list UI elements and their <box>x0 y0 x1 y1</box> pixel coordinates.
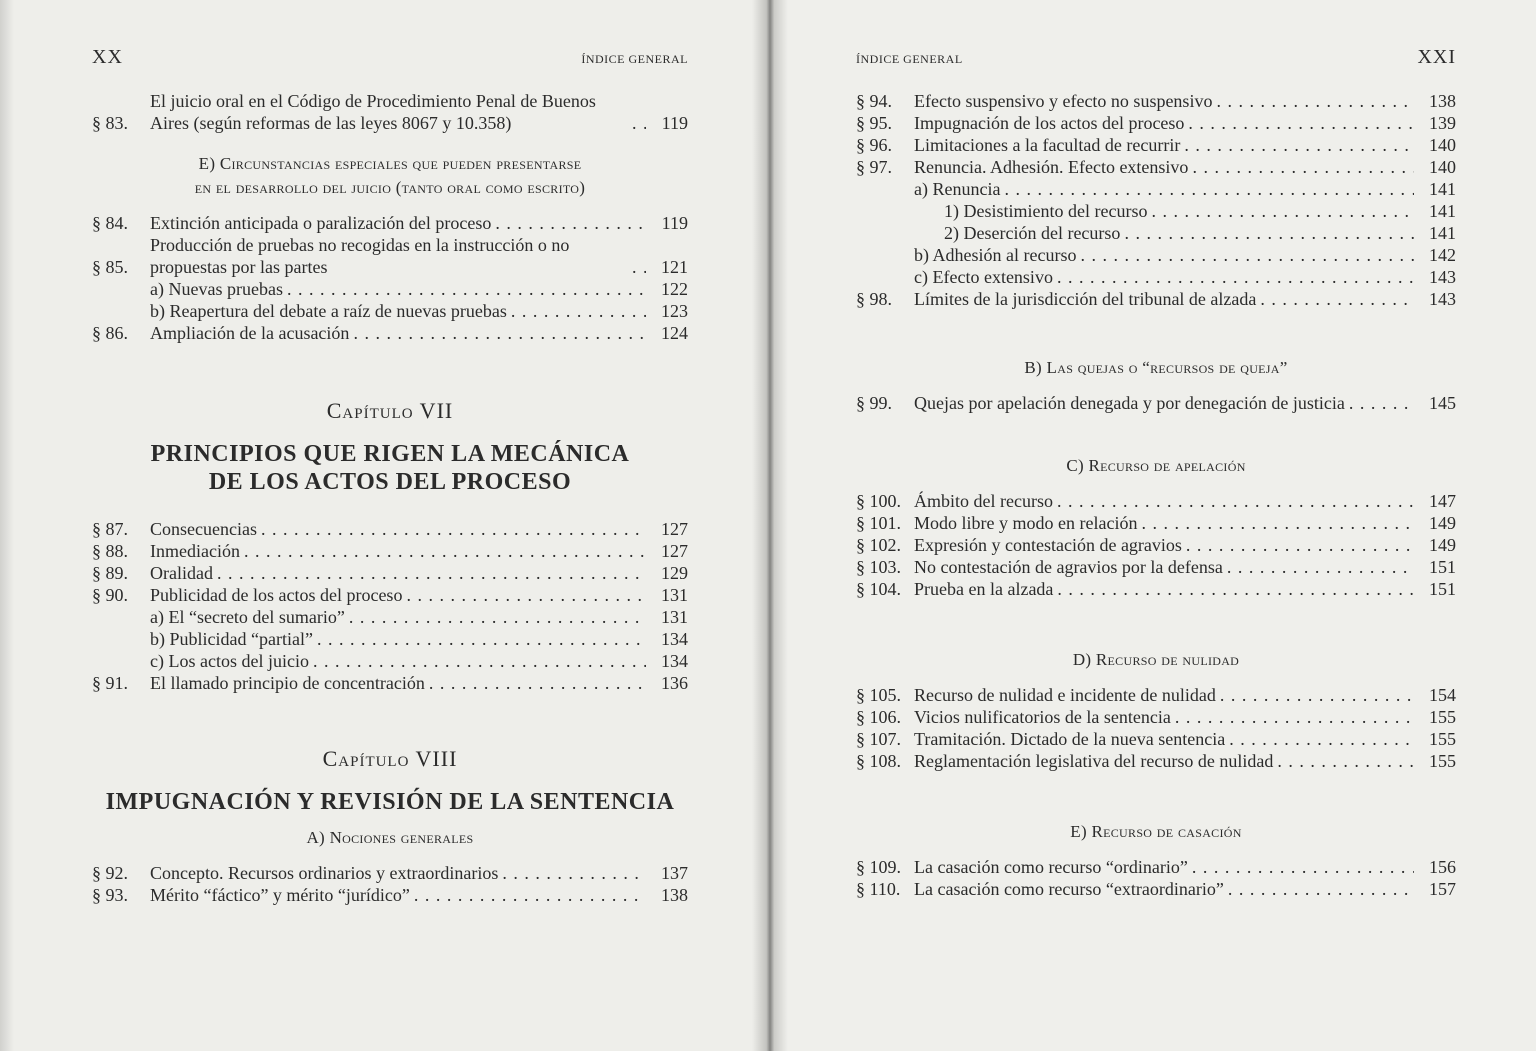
page-edge-shadow <box>0 0 14 1051</box>
dot-leader <box>261 518 646 540</box>
right-page <box>768 0 1536 1051</box>
chapter-title-line: PRINCIPIOS QUE RIGEN LA MECÁNICA <box>150 441 630 467</box>
left-page-number: XX <box>92 46 123 68</box>
section-heading-d: D) Recurso de nulidad <box>1072 650 1240 669</box>
section-number: § 102. <box>856 535 901 555</box>
toc-entry <box>92 212 688 234</box>
entry-title-wrap <box>150 606 650 628</box>
entry-title: Ámbito del recurso <box>914 491 1053 511</box>
dot-leader <box>1228 878 1414 900</box>
dot-leader <box>1175 706 1414 728</box>
section-number: § 107. <box>856 729 901 749</box>
page-ref: 122 <box>661 279 688 299</box>
toc-entry <box>92 518 688 540</box>
right-page-number: XXI <box>1417 46 1456 68</box>
page-ref: 131 <box>661 585 688 605</box>
entry-title-wrap <box>150 300 650 322</box>
dot-leader <box>1184 134 1414 156</box>
section-number: § 93. <box>92 885 128 905</box>
entry-title-wrap <box>914 392 1418 414</box>
entry-title-wrap <box>150 540 650 562</box>
entry-title: Vicios nulificatorios de la sentencia <box>914 707 1171 727</box>
section-number: § 106. <box>856 707 901 727</box>
toc-entry <box>92 90 688 134</box>
dot-leader <box>1186 534 1414 556</box>
toc-entry <box>856 156 1456 178</box>
page-ref: 151 <box>1429 579 1456 599</box>
page-ref: 123 <box>661 301 688 321</box>
page-ref: 142 <box>1429 245 1456 265</box>
entry-title: Recurso de nulidad e incidente de nulidad <box>914 685 1216 705</box>
chapter-8-label: Capítulo VIII <box>322 746 458 771</box>
page-ref: 138 <box>661 885 688 905</box>
page-ref: 151 <box>1429 557 1456 577</box>
dot-leader <box>1124 222 1414 244</box>
section-number: § 105. <box>856 685 901 705</box>
entry-title-wrap <box>914 856 1418 878</box>
chapter-7-label: Capítulo VII <box>326 398 454 423</box>
entry-title-wrap <box>914 156 1418 178</box>
dot-leader <box>313 650 646 672</box>
entry-title: a) Nuevas pruebas <box>150 279 283 299</box>
toc-entry <box>92 322 688 344</box>
page-ref: 140 <box>1429 157 1456 177</box>
entry-title-wrap <box>914 266 1418 288</box>
dot-leader <box>1192 156 1414 178</box>
dot-leader <box>217 562 646 584</box>
dot-leader <box>429 672 646 694</box>
entry-title-wrap <box>914 750 1418 772</box>
chapter-8-title: IMPUGNACIÓN Y REVISIÓN DE LA SENTENCIA <box>105 789 675 815</box>
entry-title-wrap <box>914 112 1418 134</box>
section-number: § 88. <box>92 541 128 561</box>
page-ref: 124 <box>661 323 688 343</box>
entry-title-wrap <box>914 534 1418 556</box>
section-number: § 97. <box>856 157 892 177</box>
entry-title: Consecuencias <box>150 519 257 539</box>
page-ref: 136 <box>661 673 688 693</box>
page-ref: 156 <box>1429 857 1456 877</box>
section-number: § 87. <box>92 519 128 539</box>
toc-entry <box>856 556 1456 578</box>
page-ref: 121 <box>661 257 688 277</box>
toc-entry <box>856 684 1456 706</box>
entry-title-wrap <box>914 244 1418 266</box>
section-number: § 94. <box>856 91 892 111</box>
entry-title-wrap <box>914 684 1418 706</box>
dot-leader <box>1151 200 1414 222</box>
entry-title: Limitaciones a la facultad de recurrir <box>914 135 1181 155</box>
toc-entry <box>856 112 1456 134</box>
dot-leader <box>1004 178 1414 200</box>
toc-subentry <box>92 650 688 672</box>
entry-title-wrap <box>944 222 1418 244</box>
entry-title: Inmediación <box>150 541 240 561</box>
toc-entry <box>856 512 1456 534</box>
left-page-header <box>92 46 688 72</box>
entry-title-wrap <box>150 584 650 606</box>
dot-leader <box>353 322 646 344</box>
toc-entry <box>856 490 1456 512</box>
entry-title-wrap <box>914 578 1418 600</box>
dot-leader <box>287 278 646 300</box>
section-number: § 100. <box>856 491 901 511</box>
entry-title-wrap <box>914 90 1418 112</box>
section-number: § 91. <box>92 673 128 693</box>
page-ref: 147 <box>1429 491 1456 511</box>
dot-leader <box>1227 556 1414 578</box>
dot-leader <box>511 300 646 322</box>
toc-entry <box>856 750 1456 772</box>
dot-leader <box>1057 266 1414 288</box>
page-ref: 149 <box>1429 535 1456 555</box>
page-ref: 129 <box>661 563 688 583</box>
entry-title-wrap <box>150 278 650 300</box>
entry-title: El juicio oral en el Código de Procedimiento Penal de Buenos Aires (según reformas de las leyes 8067 y 10.358) <box>150 91 596 133</box>
page-ref: 149 <box>1429 513 1456 533</box>
toc-entry <box>856 728 1456 750</box>
dot-leader <box>1260 288 1414 310</box>
page-ref: 127 <box>661 541 688 561</box>
dot-leader <box>1277 750 1414 772</box>
dot-leader <box>495 212 646 234</box>
entry-title-wrap <box>914 178 1418 200</box>
entry-title: Mérito “fáctico” y mérito “jurídico” <box>150 885 410 905</box>
section-heading-a: A) Nociones generales <box>306 828 474 847</box>
entry-title: El llamado principio de concentración <box>150 673 425 693</box>
dot-leader <box>1188 112 1414 134</box>
section-number: § 98. <box>856 289 892 309</box>
toc-subentry <box>92 278 688 300</box>
section-number: § 84. <box>92 213 128 233</box>
entry-title-wrap <box>150 322 650 344</box>
entry-title-wrap <box>914 490 1418 512</box>
right-entries-d <box>856 684 1456 772</box>
entry-title-wrap <box>914 288 1418 310</box>
entry-title: No contestación de agravios por la defensa <box>914 557 1223 577</box>
entry-title: 2) Deserción del recurso <box>944 223 1121 243</box>
page-ref: 137 <box>661 863 688 883</box>
section-number: § 96. <box>856 135 892 155</box>
section-number: § 83. <box>92 113 128 133</box>
page-ref: 127 <box>661 519 688 539</box>
toc-entry <box>856 878 1456 900</box>
entry-title-wrap <box>150 650 650 672</box>
toc-entry <box>856 90 1456 112</box>
entry-title: Modo libre y modo en relación <box>914 513 1138 533</box>
toc-entry <box>856 856 1456 878</box>
page-ref: 141 <box>1429 201 1456 221</box>
toc-entry <box>856 534 1456 556</box>
section-number: § 85. <box>92 257 128 277</box>
toc-subsubentry <box>856 222 1456 244</box>
right-entries-e <box>856 856 1456 900</box>
page-ref: 155 <box>1429 729 1456 749</box>
dot-leader <box>1080 244 1414 266</box>
entry-title: c) Efecto extensivo <box>914 267 1053 287</box>
entry-title-wrap <box>150 234 650 278</box>
entry-title: Ampliación de la acusación <box>150 323 350 343</box>
section-number: § 101. <box>856 513 901 533</box>
toc-subentry <box>856 266 1456 288</box>
entry-title-wrap <box>150 562 650 584</box>
page-ref: 141 <box>1429 223 1456 243</box>
toc-entry <box>92 540 688 562</box>
section-number: § 95. <box>856 113 892 133</box>
dot-leader <box>244 540 646 562</box>
entry-title-wrap <box>150 518 650 540</box>
entry-title-wrap <box>150 212 650 234</box>
toc-subentry <box>92 300 688 322</box>
entry-title: Concepto. Recursos ordinarios y extraordinarios <box>150 863 499 883</box>
left-running-head: ÍNDICE GENERAL <box>581 52 688 66</box>
right-entries-c <box>856 490 1456 600</box>
right-running-head: ÍNDICE GENERAL <box>856 52 963 66</box>
section-number: § 90. <box>92 585 128 605</box>
page-ref: 141 <box>1429 179 1456 199</box>
section-number: § 109. <box>856 857 901 877</box>
page-ref: 119 <box>661 113 688 133</box>
dot-leader <box>1349 392 1414 414</box>
page-ref: 134 <box>661 629 688 649</box>
entry-title: b) Adhesión al recurso <box>914 245 1077 265</box>
toc-entry <box>92 584 688 606</box>
book-gutter <box>752 0 788 1051</box>
left-entries-top <box>92 90 688 134</box>
entry-title: Prueba en la alzada <box>914 579 1054 599</box>
entry-title: a) El “secreto del sumario” <box>150 607 345 627</box>
dot-leader <box>1141 512 1414 534</box>
page-ref: 155 <box>1429 751 1456 771</box>
entry-title: Tramitación. Dictado de la nueva sentencia <box>914 729 1226 749</box>
toc-entry <box>856 134 1456 156</box>
dot-leader <box>349 606 646 628</box>
entry-title-wrap <box>914 556 1418 578</box>
section-number: § 99. <box>856 393 892 413</box>
section-heading-line: en el desarrollo del juicio (tanto oral como escrito) <box>194 178 586 197</box>
dot-leader <box>1220 684 1414 706</box>
toc-subentry <box>92 628 688 650</box>
chapter-title-line: DE LOS ACTOS DEL PROCESO <box>208 469 572 495</box>
page-ref: 155 <box>1429 707 1456 727</box>
entry-title-wrap <box>914 512 1418 534</box>
section-number: § 110. <box>856 879 901 899</box>
toc-entry <box>92 672 688 694</box>
entry-title: Efecto suspensivo y efecto no suspensivo <box>914 91 1213 111</box>
section-heading-e-casacion: E) Recurso de casación <box>1070 822 1242 841</box>
section-number: § 103. <box>856 557 901 577</box>
entry-title-wrap <box>150 862 650 884</box>
entry-title-wrap <box>914 728 1418 750</box>
toc-entry <box>92 562 688 584</box>
page-ref: 154 <box>1429 685 1456 705</box>
section-heading-b: B) Las quejas o “recursos de queja” <box>1024 358 1288 377</box>
entry-title: Reglamentación legislativa del recurso de nulidad <box>914 751 1274 771</box>
toc-entry <box>856 288 1456 310</box>
chapter-7-title <box>92 440 688 496</box>
entry-title: La casación como recurso “ordinario” <box>914 857 1188 877</box>
section-number: § 86. <box>92 323 128 343</box>
entry-title: Producción de pruebas no recogidas en la instrucción o no propuestas por las partes <box>150 235 570 277</box>
dot-leader <box>1229 728 1414 750</box>
page-ref: 143 <box>1429 289 1456 309</box>
dot-leader <box>502 862 646 884</box>
page-ref: 140 <box>1429 135 1456 155</box>
entry-title-wrap <box>150 90 650 134</box>
page-ref: 131 <box>661 607 688 627</box>
entry-title-wrap <box>150 628 650 650</box>
entry-title: Extinción anticipada o paralización del proceso <box>150 213 492 233</box>
section-heading-line: E) Circunstancias especiales que pueden presentarse <box>198 154 582 173</box>
entry-title: Expresión y contestación de agravios <box>914 535 1182 555</box>
toc-subentry <box>856 178 1456 200</box>
entry-title: Límites de la jurisdicción del tribunal de alzada <box>914 289 1257 309</box>
entry-title-wrap <box>944 200 1418 222</box>
entry-title: La casación como recurso “extraordinario” <box>914 879 1224 899</box>
dot-leader <box>406 584 646 606</box>
section-number: § 89. <box>92 563 128 583</box>
left-entries-e <box>92 212 688 344</box>
dot-leader <box>632 112 646 134</box>
entry-title-wrap <box>914 878 1418 900</box>
section-heading-c: C) Recurso de apelación <box>1066 456 1246 475</box>
right-page-header <box>856 46 1456 72</box>
toc-subsubentry <box>856 200 1456 222</box>
right-entries-b <box>856 392 1456 414</box>
page-ref: 145 <box>1429 393 1456 413</box>
dot-leader <box>317 628 646 650</box>
toc-entry <box>92 884 688 906</box>
page-ref: 139 <box>1429 113 1456 133</box>
entry-title: Oralidad <box>150 563 213 583</box>
entry-title: b) Publicidad “partial” <box>150 629 313 649</box>
dot-leader <box>1057 490 1414 512</box>
section-number: § 104. <box>856 579 901 599</box>
toc-subentry <box>856 244 1456 266</box>
entry-title: Renuncia. Adhesión. Efecto extensivo <box>914 157 1189 177</box>
page-ref: 119 <box>661 213 688 233</box>
section-number: § 108. <box>856 751 901 771</box>
left-entries-ch7 <box>92 518 688 694</box>
dot-leader <box>1216 90 1414 112</box>
section-heading-e <box>92 152 688 200</box>
page-ref: 134 <box>661 651 688 671</box>
left-entries-a <box>92 862 688 906</box>
entry-title-wrap <box>150 672 650 694</box>
toc-entry <box>856 706 1456 728</box>
toc-entry <box>856 392 1456 414</box>
page-ref: 143 <box>1429 267 1456 287</box>
dot-leader <box>632 256 646 278</box>
entry-title-wrap <box>914 706 1418 728</box>
dot-leader <box>1192 856 1414 878</box>
toc-entry <box>92 234 688 278</box>
entry-title: c) Los actos del juicio <box>150 651 309 671</box>
section-number: § 92. <box>92 863 128 883</box>
page-ref: 138 <box>1429 91 1456 111</box>
dot-leader <box>414 884 646 906</box>
entry-title: b) Reapertura del debate a raíz de nuevas pruebas <box>150 301 507 321</box>
right-entries-top <box>856 90 1456 310</box>
entry-title: Quejas por apelación denegada y por denegación de justicia <box>914 393 1345 413</box>
entry-title-wrap <box>150 884 650 906</box>
toc-entry <box>856 578 1456 600</box>
toc-subentry <box>92 606 688 628</box>
entry-title: 1) Desistimiento del recurso <box>944 201 1148 221</box>
entry-title-wrap <box>914 134 1418 156</box>
dot-leader <box>1057 578 1414 600</box>
toc-entry <box>92 862 688 884</box>
entry-title: Impugnación de los actos del proceso <box>914 113 1185 133</box>
entry-title: a) Renuncia <box>914 179 1001 199</box>
page-ref: 157 <box>1429 879 1456 899</box>
entry-title: Publicidad de los actos del proceso <box>150 585 403 605</box>
